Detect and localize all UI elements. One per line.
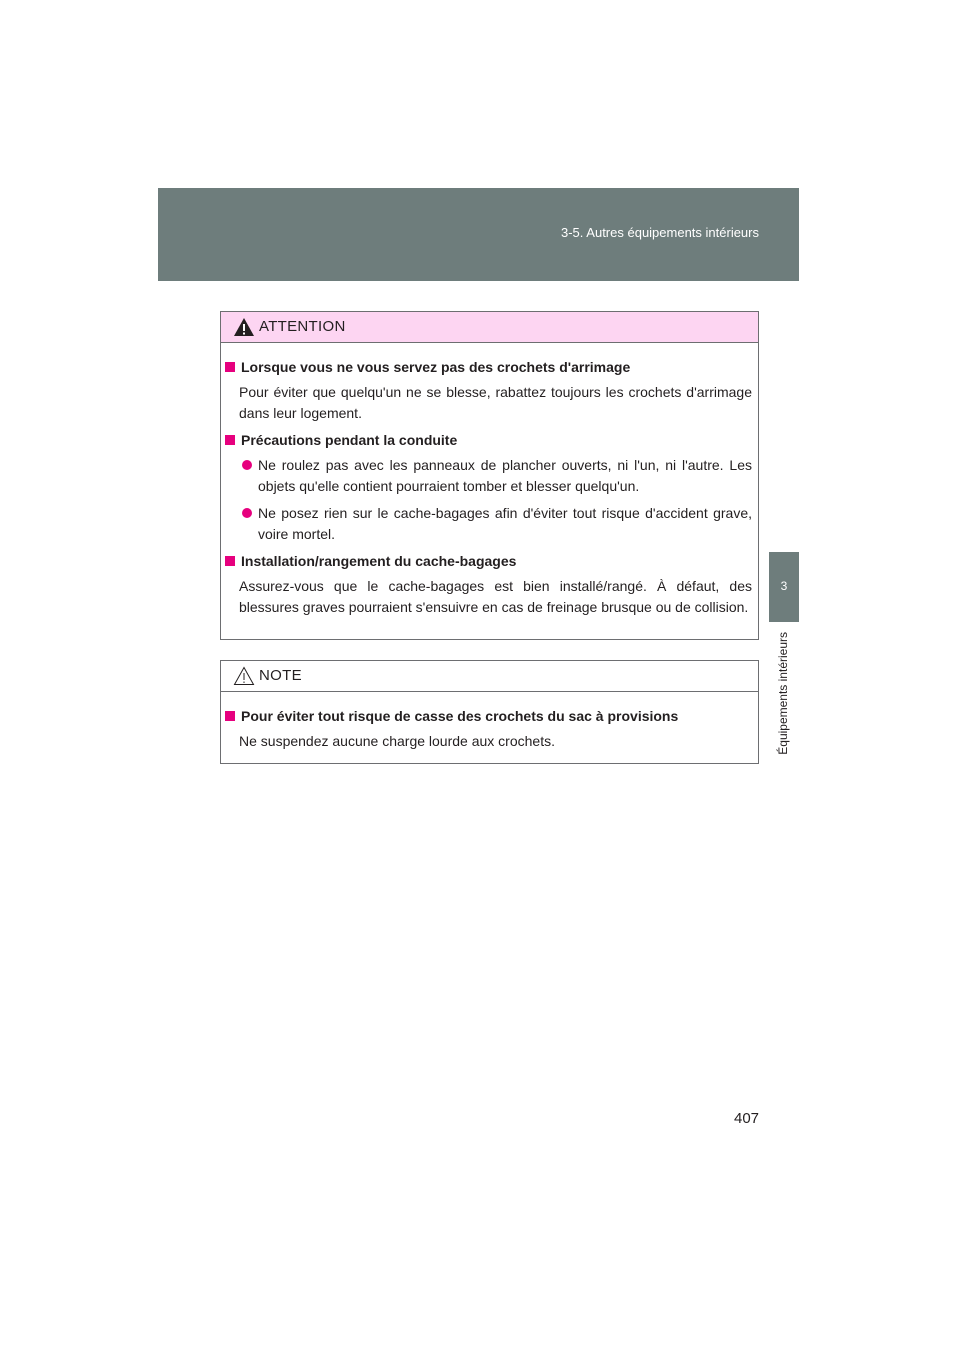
attention-body	[221, 343, 758, 618]
square-bullet-icon	[225, 435, 235, 445]
note-box	[220, 660, 759, 764]
item-title	[225, 430, 752, 451]
bullet-text: Ne posez rien sur le cache-bagages afin d'éviter tout risque d'accident grave, voire mortel.	[258, 505, 752, 542]
bullet-item	[239, 503, 752, 545]
chapter-label-container	[776, 632, 792, 782]
square-bullet-icon	[225, 556, 235, 566]
caution-outline-icon	[233, 666, 255, 686]
chapter-number: 3	[780, 579, 788, 593]
circle-bullet-icon	[242, 508, 252, 518]
square-bullet-icon	[225, 362, 235, 372]
note-title: NOTE	[259, 667, 302, 684]
page-number: 407	[734, 1110, 760, 1127]
warning-icon	[233, 317, 255, 337]
item-title-text: Lorsque vous ne vous servez pas des crochets d'arrimage	[241, 359, 631, 375]
item-title-text: Précautions pendant la conduite	[241, 432, 458, 448]
note-body	[221, 692, 758, 752]
circle-bullet-icon	[242, 460, 252, 470]
bullet-text: Ne roulez pas avec les panneaux de plancher ouverts, ni l'un, ni l'autre. Les objets qu'elle contient pourraient tomber et blesser quelqu'un.	[258, 457, 752, 494]
chapter-label: Équipements intérieurs	[776, 632, 790, 755]
header-band	[158, 188, 799, 281]
item-title	[225, 551, 752, 572]
item-title-text: Pour éviter tout risque de casse des crochets du sac à provisions	[241, 708, 679, 724]
item-title	[225, 357, 752, 378]
item-paragraph: Pour éviter que quelqu'un ne se blesse, rabattez toujours les crochets d'arrimage dans leur logement.	[239, 384, 752, 421]
note-header	[221, 661, 758, 692]
attention-box	[220, 311, 759, 640]
item-paragraph: Assurez-vous que le cache-bagages est bien installé/rangé. À défaut, des blessures graves pourraient s'ensuivre en cas de freinage brusque ou de collision.	[239, 578, 752, 615]
item-title-text: Installation/rangement du cache-bagages	[241, 553, 517, 569]
attention-header	[221, 312, 758, 343]
section-title: 3-5. Autres équipements intérieurs	[561, 225, 759, 240]
chapter-tab[interactable]	[769, 552, 799, 622]
item-title	[225, 706, 752, 727]
square-bullet-icon	[225, 711, 235, 721]
item-paragraph: Ne suspendez aucune charge lourde aux crochets.	[239, 733, 555, 749]
attention-title: ATTENTION	[259, 318, 346, 335]
bullet-item	[239, 455, 752, 497]
